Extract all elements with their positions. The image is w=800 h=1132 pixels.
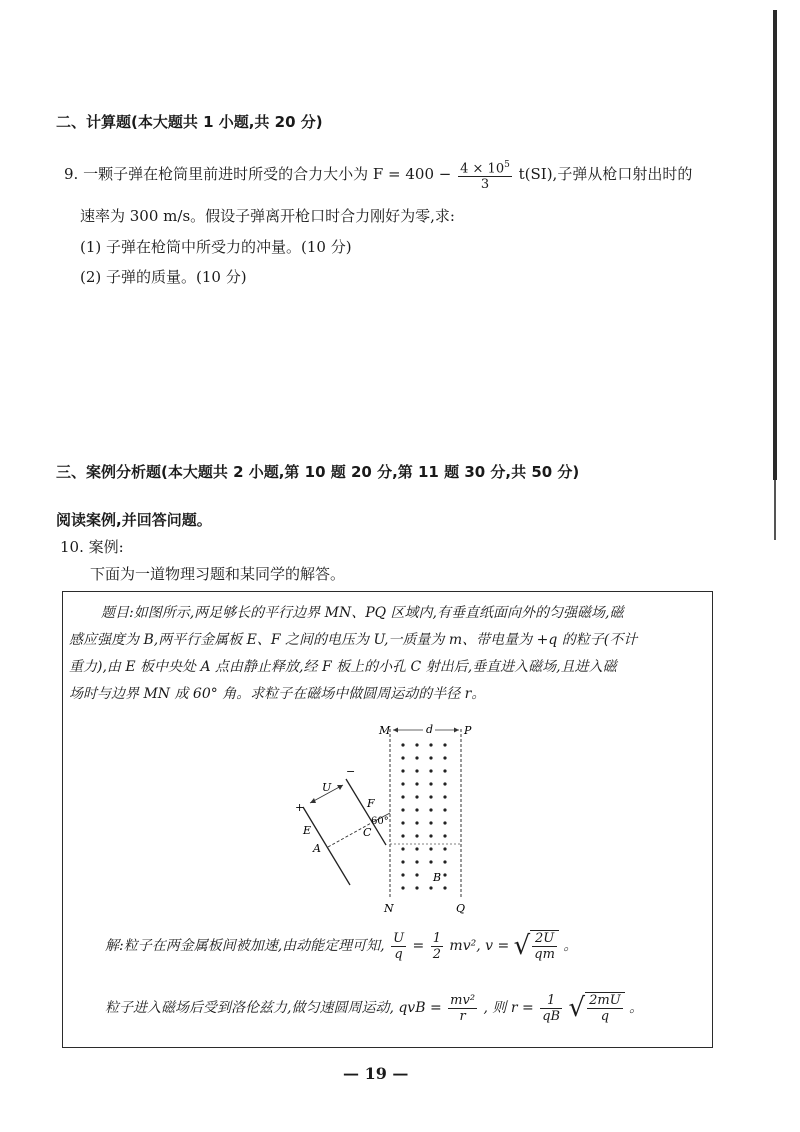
field-dot: [443, 782, 446, 785]
field-dot: [415, 795, 418, 798]
problem-line2: 感应强度为 B,两平行金属板 E、F 之间的电压为 U,一质量为 m、带电量为 +q 的粒子(不计: [69, 632, 638, 648]
field-dot: [401, 860, 404, 863]
field-dot: [401, 873, 404, 876]
label-p: P: [464, 724, 472, 737]
q9-line2: 速率为 300 m/s。假设子弹离开枪口时合力刚好为零,求:: [80, 207, 455, 225]
field-dot: [443, 886, 446, 889]
label-u: U: [322, 781, 332, 794]
s2-frac1-den: r: [459, 1008, 466, 1024]
solution2: [105, 992, 643, 1024]
field-dot: [443, 860, 446, 863]
label-a: A: [313, 842, 321, 855]
problem-line1: 题目:如图所示,两足够长的平行边界 MN、PQ 区域内,有垂直纸面向外的匀强磁场,磁: [101, 605, 624, 621]
field-dot: [401, 756, 404, 759]
q9-suffix: t(SI),子弹从枪口射出时的: [518, 165, 693, 184]
solution1-frac1: [391, 931, 406, 962]
s2-end: 。: [629, 1000, 644, 1016]
s1-sqrt: √ $\frac{2U}{qm}$: [514, 930, 559, 962]
label-minus: −: [346, 765, 356, 778]
label-angle: 60°: [371, 816, 389, 827]
plate-e: [303, 807, 350, 885]
field-dot: [415, 886, 418, 889]
s1-frac1-den: q: [394, 946, 403, 962]
label-c: C: [363, 826, 372, 839]
q9-sub1: (1) 子弹在枪筒中所受力的冲量。(10 分): [80, 238, 352, 256]
field-dot: [401, 795, 404, 798]
field-dot: [415, 847, 418, 850]
field-dot: [443, 873, 446, 876]
field-dot: [429, 821, 432, 824]
field-dot: [443, 769, 446, 772]
label-b: B: [433, 871, 442, 884]
s2-frac2-den: qB: [542, 1008, 561, 1024]
page-number: — 19 —: [343, 1064, 409, 1083]
solution1-text: 解:粒子在两金属板间被加速,由动能定理可知,: [105, 938, 385, 954]
field-dot: [443, 847, 446, 850]
q10-label: 10. 案例:: [60, 538, 124, 556]
field-dot: [429, 756, 432, 759]
s1-sqrt-den: qm: [534, 947, 555, 962]
solution2-frac1: [448, 993, 477, 1024]
field-dot: [429, 808, 432, 811]
field-dot: [401, 808, 404, 811]
problem-line3: 重力),由 E 板中央处 A 点由静止释放,经 F 板上的小孔 C 射出后,垂直进入磁场,且进入磁: [69, 659, 617, 675]
field-dot: [443, 821, 446, 824]
field-dot: [443, 756, 446, 759]
field-dot: [429, 795, 432, 798]
field-dot: [401, 834, 404, 837]
field-dot: [415, 834, 418, 837]
field-dot: [401, 782, 404, 785]
q9-frac-num: 4 × 10: [460, 161, 505, 177]
field-dot: [401, 886, 404, 889]
s1-eq: =: [412, 938, 425, 954]
field-dot: [429, 743, 432, 746]
field-dot: [429, 860, 432, 863]
q9-sub2: (2) 子弹的质量。(10 分): [80, 268, 247, 286]
field-dot: [443, 795, 446, 798]
s1-frac2-num: 1: [432, 930, 441, 946]
q10-intro: 下面为一道物理习题和某同学的解答。: [90, 565, 346, 583]
label-plus: +: [295, 801, 305, 814]
s1-sqrt-num: 2U: [532, 931, 557, 947]
s1-frac1-num: U: [393, 930, 405, 946]
field-dot: [429, 847, 432, 850]
magnetic-field-dots: [401, 743, 446, 889]
label-q: Q: [456, 902, 466, 915]
right-edge-rule: [773, 10, 777, 480]
q9-frac-exp: 5: [504, 160, 510, 170]
solution2-text: 粒子进入磁场后受到洛伦兹力,做匀速圆周运动, qvB =: [105, 1000, 442, 1016]
s2-frac2-num: 1: [540, 993, 562, 1009]
solution2-frac2: [540, 993, 562, 1024]
field-dot: [415, 756, 418, 759]
label-n: N: [384, 902, 394, 915]
q9-prefix: 9. 一颗子弹在枪筒里前进时所受的合力大小为 F = 400 −: [64, 165, 452, 184]
field-dot: [415, 769, 418, 772]
s2-sqrt-den: q: [600, 1009, 610, 1024]
label-f: F: [367, 797, 375, 810]
section3-heading: 三、案例分析题(本大题共 2 小题,第 10 题 20 分,第 11 题 30 分,共 50 分): [56, 463, 580, 481]
d-arrowhead-left: [393, 728, 398, 733]
s2-sqrt-num: 2mU: [589, 993, 621, 1008]
field-dot: [429, 834, 432, 837]
solution1-frac2: [431, 931, 443, 962]
q9-fraction: [458, 158, 512, 192]
field-dot: [429, 769, 432, 772]
d-arrowhead-right: [454, 728, 459, 733]
field-dot: [429, 782, 432, 785]
field-dot: [401, 743, 404, 746]
physics-diagram: [283, 719, 503, 924]
field-dot: [415, 821, 418, 824]
field-dot: [415, 808, 418, 811]
case-box: [62, 591, 713, 1048]
label-m: M: [379, 724, 391, 737]
s2-frac1-num: mv²: [450, 992, 476, 1008]
field-dot: [415, 873, 418, 876]
solution1: [105, 930, 577, 962]
right-edge-rule-lower: [774, 480, 776, 540]
problem-line4: 场时与边界 MN 成 60° 角。求粒子在磁场中做圆周运动的半径 r。: [69, 686, 486, 702]
field-dot: [415, 743, 418, 746]
field-dot: [401, 847, 404, 850]
field-dot: [401, 821, 404, 824]
s2-mid: , 则 r =: [483, 1000, 534, 1016]
s1-end: 。: [563, 938, 578, 954]
q9-line1: [64, 158, 692, 192]
q9-frac-den: 3: [480, 177, 490, 193]
s1-frac2-den: 2: [432, 946, 441, 962]
section3-instruction: 阅读案例,并回答问题。: [56, 511, 212, 529]
field-dot: [443, 743, 446, 746]
field-dot: [443, 834, 446, 837]
label-e: E: [303, 824, 312, 837]
section2-heading: 二、计算题(本大题共 1 小题,共 20 分): [56, 113, 323, 131]
field-dot: [415, 782, 418, 785]
field-dot: [415, 860, 418, 863]
field-dot: [401, 769, 404, 772]
s2-sqrt: √ $\frac{2mU}{q}$: [569, 992, 625, 1024]
s1-mid: mv², v =: [449, 938, 510, 954]
field-dot: [443, 808, 446, 811]
field-dot: [429, 886, 432, 889]
label-d: d: [426, 723, 434, 736]
